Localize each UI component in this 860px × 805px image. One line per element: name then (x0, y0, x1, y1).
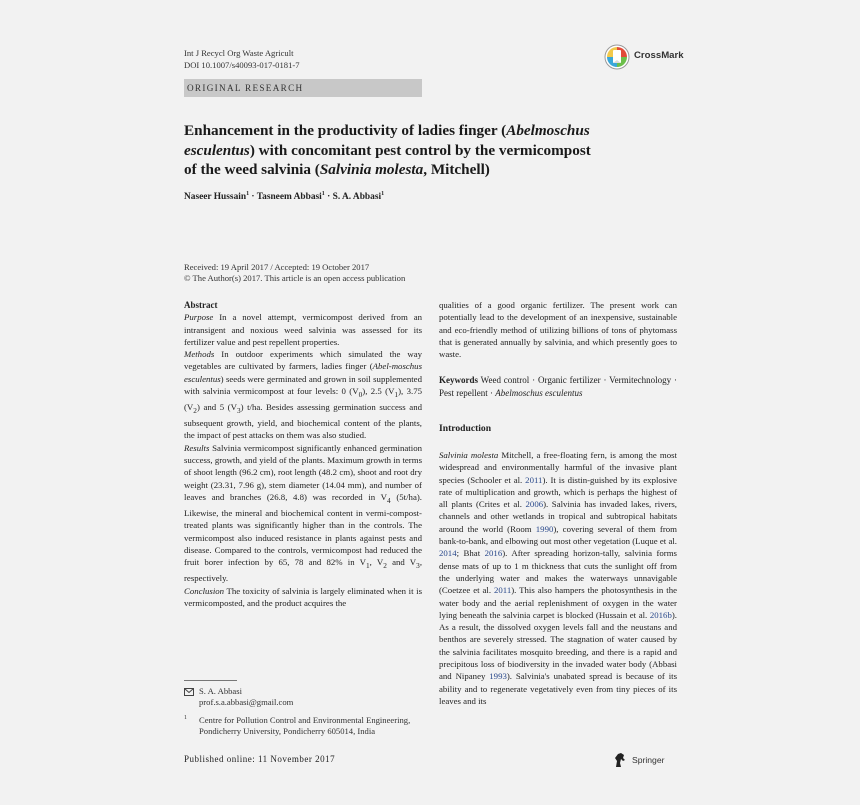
section-label: ORIGINAL RESEARCH (184, 79, 422, 97)
citation-link[interactable]: 2016b (649, 609, 672, 620)
doi: DOI 10.1007/s40093-017-0181-7 (184, 60, 300, 70)
license-note: © The Author(s) 2017. This article is an open access publication (184, 273, 406, 283)
received-accepted-dates: Received: 19 April 2017 / Accepted: 19 October 2017 (184, 262, 370, 272)
abstract-continuation: qualities of a good organic fertilizer. The present work can potentially lead to the development of an inexpensive, sustainable and eco-friendly method of utilizing billions of tons of phytomass that is generated annually by salvinia, and which presently goes to waste. (439, 300, 677, 360)
author-name[interactable]: Naseer Hussain (184, 192, 247, 203)
article-title: Enhancement in the productivity of ladies finger (Abelmoschus esculentus) with concomitant pest control by the vermicompost of the weed salvinia (Salvinia molesta, Mitchell) (184, 122, 591, 178)
abstract-results: Results Salvinia vermicompost significantly enhanced germination success, growth, and yield of the plants. Maximum growth in terms of shoot length (96.2 cm), root length (48.2 cm), shoot and root dry weight (23.31, 7.96 g), stem diameter (14.04 mm), and number of leaves and branches (26.8, 4.8) was recorded in $V_4$ (5t/ha). Likewise, the mineral and biochemical content in vermi-compost-treated plants was significantly higher than in the controls. The vermicompost also induced resistance in plants against pests and disease. Compared to the controls, vermicompost had reduced the fruit borer infection by 65, 78 and 82% in $V_1$, $V_2$ and $V_3$, respectively. (184, 442, 423, 584)
citation-link[interactable]: 1993 (489, 671, 507, 682)
author-name[interactable]: Tasneem Abbasi (256, 192, 322, 203)
citation-link[interactable]: 2006 (525, 499, 544, 510)
springer-logo: Springer (612, 751, 692, 769)
crossmark-badge[interactable] (604, 44, 684, 70)
affiliation-line-2: Pondicherry University, Pondicherry 605014, India (199, 726, 376, 736)
citation-link[interactable]: 2016 (484, 548, 503, 559)
affiliation-line-1: Centre for Pollution Control and Environmental Engineering, (199, 715, 411, 725)
email-link[interactable]: prof.s.a.abbasi@gmail.com (199, 697, 294, 707)
citation-link[interactable]: 2011 (525, 474, 543, 485)
crossmark-icon (604, 44, 630, 70)
abstract-conclusion: Conclusion The toxicity of salvinia is largely eliminated when it is vermicomposted, and the product acquires the (184, 585, 422, 608)
author-name[interactable]: S. A. Abbasi (332, 192, 382, 203)
citation-link[interactable]: 1990 (535, 523, 554, 534)
envelope-icon (184, 688, 194, 696)
springer-horse-icon (612, 751, 628, 769)
abstract-purpose: Purpose In a novel attempt, vermicompost derived from an intransigent and noxious weed salvinia was assessed for its fertilizer value and pest repellent properties. (184, 312, 422, 347)
introduction-text: Salvinia molesta Mitchell, a free-floating fern, is among the most widespread and environmentally harmful of the invasive plant species (Schooler et al. 2011). It is distin-guished by its explosive rate of multiplication and growth, which is perhaps the highest of all plants (Crites et al. 2006). Salvinia has invaded lakes, rivers, channels and other wetlands in tropical and subtropical habitats around the world (Room 1990), covering several of them from bank-to-bank, and elbowing out most other vegetation (Luque et al. 2014; Bhat 2016). After spreading horizon-tally, salvinia forms dense mats of up to 1 m thickness that cuts the sunlight off from the underlying water and makes the waterways unnavigable (Coetzee et al. 2011). This also hampers the photosynthesis in the water body and the aerial replenishment of oxygen in the water lying beneath the salvinia carpet is blocked (Hussain et al. 2016b). As a result, the dissolved oxygen levels fall and the neustans and benthos are severely stressed. The stagnation of water caused by the salvinia facilitates mosquito breeding, and there is a rapid and precipitous loss of biodiversity in the invaded water body (Abbasi and Nipaney 1993). Salvinia's unabated spread is because of its ability and to regenerate vegetatively even from tiny pieces of its leaves and its (439, 450, 678, 706)
crossmark-label: CrossMark (634, 50, 684, 61)
footnote-separator (184, 680, 237, 681)
introduction-heading: Introduction (439, 423, 492, 434)
abstract-methods: Methods In outdoor experiments which simulated the way vegetables are cultivated by farmers, ladies finger (Abel-moschus esculentus) seeds were germinated and grown in soil supplemented with salvinia vermicompost at four levels: 0 $(V_0)$, 2.5 $(V_1)$, 3.75 $(V_2)$ and 5 $(V_3)$ t/ha. Besides assessing germination success and subsequent growth, yield, and biochemical content of the plants, the impact of pest attacks on them was also studied. (184, 349, 422, 441)
author-list: Naseer Hussain$^1$ · Tasneem Abbasi$^1$ · S. A. Abbasi$^1$ (184, 191, 385, 203)
citation-link[interactable]: 2011 (493, 585, 512, 596)
journal-name: Int J Recycl Org Waste Agricult (184, 48, 294, 58)
keywords: Keywords Weed control · Organic fertilizer · Vermitechnology · Pest repellent · Abelmoschus esculentus (439, 375, 677, 398)
abstract-heading: Abstract (184, 300, 218, 310)
published-date: Published online: 11 November 2017 (184, 754, 336, 764)
corresponding-author: S. A. Abbasi (184, 686, 242, 697)
affiliation-number: 1 (184, 715, 187, 721)
abstract-section (184, 299, 422, 609)
citation-link[interactable]: 2014 (439, 548, 457, 559)
